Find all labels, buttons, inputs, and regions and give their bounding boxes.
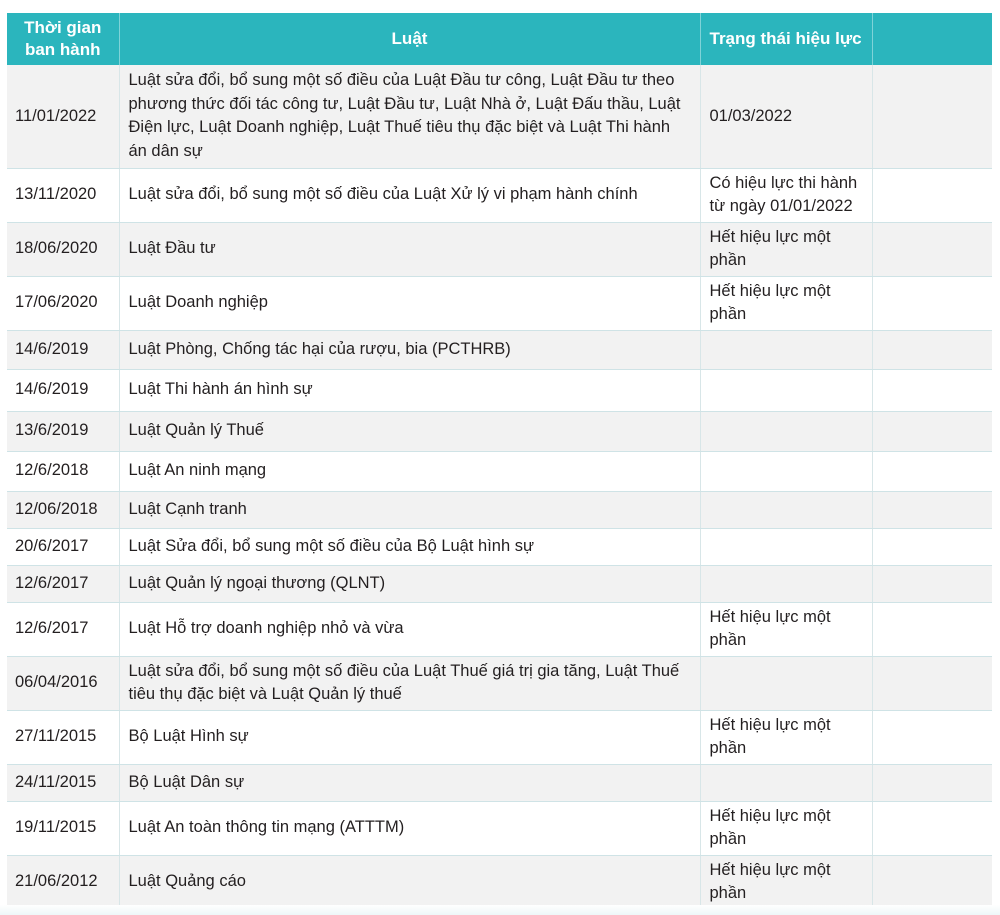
cell-law: Luật Doanh nghiệp — [119, 276, 700, 330]
cell-status — [700, 369, 872, 411]
cell-date: 18/06/2020 — [7, 222, 119, 276]
cell-status — [700, 764, 872, 801]
cell-extra — [872, 65, 992, 168]
table-row — [7, 764, 992, 801]
header-extra — [872, 13, 992, 65]
cell-status: Hết hiệu lực một phần — [700, 276, 872, 330]
cell-status — [700, 565, 872, 602]
cell-date: 11/01/2022 — [7, 65, 119, 168]
header-law: Luật — [119, 13, 700, 65]
cell-date: 12/06/2018 — [7, 491, 119, 528]
table-row — [7, 451, 992, 491]
cell-extra — [872, 276, 992, 330]
cell-law: Luật An toàn thông tin mạng (ATTTM) — [119, 801, 700, 855]
header-status: Trạng thái hiệu lực — [700, 13, 872, 65]
cell-law: Luật sửa đổi, bổ sung một số điều của Luật Thuế giá trị gia tăng, Luật Thuế tiêu thụ đặc biệt và Luật Quản lý thuế — [119, 656, 700, 710]
bottom-decor — [0, 905, 1000, 915]
cell-date: 12/6/2018 — [7, 451, 119, 491]
cell-extra — [872, 710, 992, 764]
header-date: Thời gian ban hành — [7, 13, 119, 65]
table-row — [7, 565, 992, 602]
cell-date: 20/6/2017 — [7, 528, 119, 565]
table-row — [7, 528, 992, 565]
cell-law: Luật Quản lý ngoại thương (QLNT) — [119, 565, 700, 602]
table-row — [7, 222, 992, 276]
cell-date: 21/06/2012 — [7, 855, 119, 909]
cell-extra — [872, 411, 992, 451]
cell-status: Hết hiệu lực một phần — [700, 602, 872, 656]
cell-status — [700, 330, 872, 369]
cell-date: 13/11/2020 — [7, 168, 119, 222]
cell-extra — [872, 565, 992, 602]
table-row — [7, 330, 992, 369]
table-row — [7, 411, 992, 451]
cell-extra — [872, 855, 992, 909]
table-row — [7, 656, 992, 710]
cell-extra — [872, 801, 992, 855]
cell-law: Luật Quản lý Thuế — [119, 411, 700, 451]
cell-date: 17/06/2020 — [7, 276, 119, 330]
table-row — [7, 801, 992, 855]
cell-status: 01/03/2022 — [700, 65, 872, 168]
cell-date: 24/11/2015 — [7, 764, 119, 801]
cell-extra — [872, 602, 992, 656]
cell-law: Luật Hỗ trợ doanh nghiệp nhỏ và vừa — [119, 602, 700, 656]
cell-date: 12/6/2017 — [7, 602, 119, 656]
cell-date: 12/6/2017 — [7, 565, 119, 602]
cell-status — [700, 411, 872, 451]
cell-law: Luật Phòng, Chống tác hại của rượu, bia (PCTHRB) — [119, 330, 700, 369]
cell-date: 06/04/2016 — [7, 656, 119, 710]
table-body — [7, 65, 992, 909]
cell-law: Bộ Luật Dân sự — [119, 764, 700, 801]
cell-date: 19/11/2015 — [7, 801, 119, 855]
table-row — [7, 491, 992, 528]
cell-extra — [872, 528, 992, 565]
cell-law: Bộ Luật Hình sự — [119, 710, 700, 764]
cell-law: Luật Đầu tư — [119, 222, 700, 276]
cell-status: Có hiệu lực thi hành từ ngày 01/01/2022 — [700, 168, 872, 222]
cell-status: Hết hiệu lực một phần — [700, 855, 872, 909]
cell-date: 14/6/2019 — [7, 369, 119, 411]
cell-extra — [872, 491, 992, 528]
cell-extra — [872, 451, 992, 491]
table-row — [7, 369, 992, 411]
table-row — [7, 710, 992, 764]
table-row — [7, 602, 992, 656]
cell-law: Luật Sửa đổi, bổ sung một số điều của Bộ Luật hình sự — [119, 528, 700, 565]
table-row — [7, 168, 992, 222]
cell-extra — [872, 330, 992, 369]
cell-extra — [872, 222, 992, 276]
cell-law: Luật Quảng cáo — [119, 855, 700, 909]
cell-law: Luật An ninh mạng — [119, 451, 700, 491]
cell-status — [700, 451, 872, 491]
table-row — [7, 276, 992, 330]
cell-extra — [872, 764, 992, 801]
cell-law: Luật Cạnh tranh — [119, 491, 700, 528]
cell-date: 27/11/2015 — [7, 710, 119, 764]
laws-table — [7, 13, 992, 910]
cell-status — [700, 491, 872, 528]
cell-date: 14/6/2019 — [7, 330, 119, 369]
table-row — [7, 65, 992, 168]
cell-status: Hết hiệu lực một phần — [700, 801, 872, 855]
cell-status: Hết hiệu lực một phần — [700, 222, 872, 276]
table-header — [7, 13, 992, 65]
cell-extra — [872, 369, 992, 411]
cell-law: Luật sửa đổi, bổ sung một số điều của Luật Xử lý vi phạm hành chính — [119, 168, 700, 222]
header-row — [7, 13, 992, 65]
cell-law: Luật sửa đổi, bổ sung một số điều của Luật Đầu tư công, Luật Đầu tư theo phương thức đối tác công tư, Luật Đầu tư, Luật Nhà ở, Luật Đấu thầu, Luật Điện lực, Luật Doanh nghiệp, Luật Thuế tiêu thụ đặc biệt và Luật Thi hành án dân sự — [119, 65, 700, 168]
table-row — [7, 855, 992, 909]
cell-status — [700, 656, 872, 710]
cell-law: Luật Thi hành án hình sự — [119, 369, 700, 411]
cell-extra — [872, 168, 992, 222]
cell-extra — [872, 656, 992, 710]
cell-date: 13/6/2019 — [7, 411, 119, 451]
cell-status: Hết hiệu lực một phần — [700, 710, 872, 764]
cell-status — [700, 528, 872, 565]
